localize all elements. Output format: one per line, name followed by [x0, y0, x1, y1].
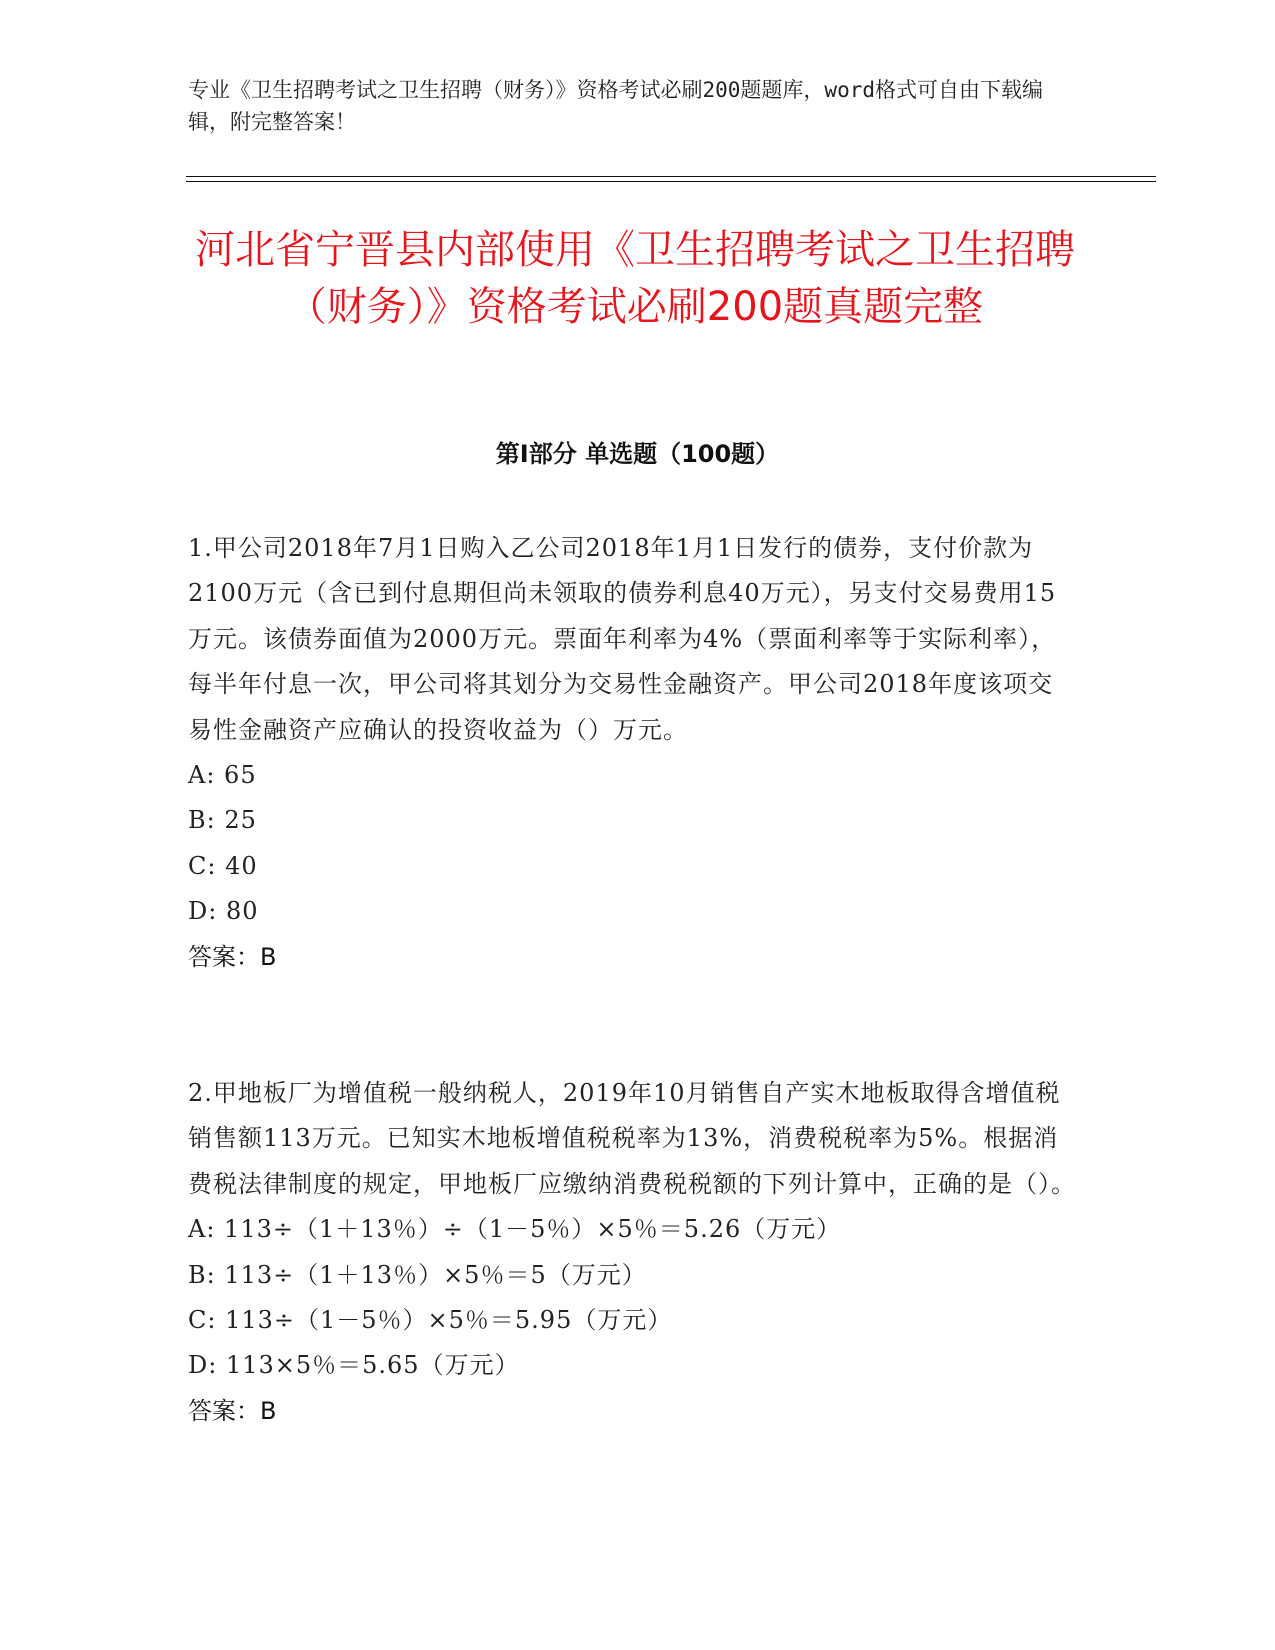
question-stem: 1.甲公司2018年7月1日购入乙公司2018年1月1日发行的债券，支付价款为2100万元（含已到付息期但尚未领取的债券利息40万元），另支付交易费用15万元。该债券面值为2000万元。票面年利率为4%（票面利率等于实际利率），每半年付息一次，甲公司将其划分为交易性金融资产。甲公司2018年度该项交易性金融资产应确认的投资收益为（）万元。	[188, 534, 1057, 744]
answer-line: 答案：B	[188, 942, 277, 971]
question-stem: 2.甲地板厂为增值税一般纳税人，2019年10月销售自产实木地板取得含增值税销售额113万元。已知实木地板增值税税率为13%，消费税税率为5%。根据消费税法律制度的规定，甲地板厂应缴纳消费税税额的下列计算中，正确的是（）。	[188, 1079, 1076, 1198]
option-a: A: 113÷（1＋13％）÷（1－5％）×5％＝5.26（万元）	[188, 1215, 842, 1244]
header-divider-bottom	[186, 181, 1156, 182]
question-2	[188, 1071, 1078, 1434]
answer-line: 答案：B	[188, 1396, 277, 1425]
section-title: 第Ⅰ部分 单选题（100题）	[495, 440, 780, 468]
option-b: B: 25	[188, 806, 257, 835]
option-c: C: 40	[188, 851, 258, 880]
question-1	[188, 526, 1078, 980]
option-c: C: 113÷（1－5％）×5％＝5.95（万元）	[188, 1306, 673, 1335]
header-divider-top	[186, 176, 1156, 177]
option-d: D: 113×5％＝5.65（万元）	[188, 1351, 520, 1380]
header-note: 专业《卫生招聘考试之卫生招聘（财务）》资格考试必刷200题题库，word格式可自由下载编辑，附完整答案！	[188, 78, 1043, 134]
option-a: A: 65	[188, 761, 257, 790]
option-d: D: 80	[188, 897, 259, 926]
document-title: 河北省宁晋县内部使用《卫生招聘考试之卫生招聘（财务）》资格考试必刷200题真题完整	[195, 227, 1075, 330]
option-b: B: 113÷（1＋13％）×5％＝5（万元）	[188, 1260, 647, 1289]
